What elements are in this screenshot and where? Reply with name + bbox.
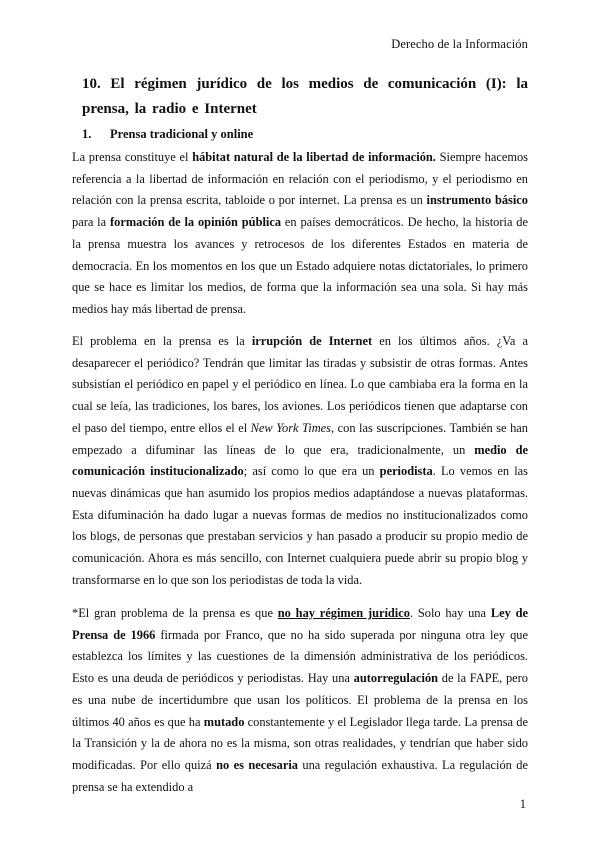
- emphasis-text: autorregulación: [353, 671, 439, 686]
- body-text: en países democráticos. De hecho, la historia de la prensa muestra los avances y retrocesos de los diferentes Estados en materia de democracia. En los momentos en los que un Estado adquiere notas dictatoriales, lo primero que se hace es limitar los medios, de forma que la información sea una sola. Si hay más medios hay más libertad de prensa.: [72, 215, 528, 316]
- body-text: firmada por Franco, que no ha sido superada por ninguna otra ley que establezca los límites y las cuestiones de la dimensión administrativa de los periódicos. Esto es una deuda de periódicos y periodistas. Hay una: [72, 627, 528, 686]
- emphasis-text: no es necesaria: [216, 757, 298, 772]
- emphasis-text: New York Times: [250, 420, 331, 435]
- body-text: para la: [72, 215, 110, 230]
- running-header: Derecho de la Información: [391, 37, 528, 51]
- body-text: ; así como lo que era un: [243, 464, 380, 479]
- paragraph-1: [72, 147, 528, 321]
- chapter-title: 10. El régimen jurídico de los medios de comunicación (I): la prensa, la radio e Internet: [82, 76, 528, 117]
- emphasis-text: formación de la opinión pública: [110, 215, 282, 230]
- body-text: en los últimos años. ¿Va a desaparecer el periódico? Tendrán que limitar las tiradas y subsistir de otras formas. Antes subsistían el periódico en papel y el periódico en línea. Lo que cambiaba era la forma en la cual se leía, las tradiciones, los bares, los aviones. Los periódicos tienen que adaptarse con el paso del tiempo, entre ellos el el: [72, 334, 528, 435]
- emphasis-text: no hay régimen jurídico: [277, 606, 410, 620]
- body-text: , con las suscripciones. También se han empezado a difuminar las líneas de lo que era, tradicionalmente, un: [72, 420, 528, 457]
- emphasis-text: Ley de Prensa de 1966: [72, 606, 528, 642]
- page-number: 1: [519, 797, 526, 811]
- body-text: La prensa constituye el: [72, 150, 193, 164]
- section-heading: [82, 125, 528, 143]
- body-text: El problema en la prensa es la: [72, 334, 252, 348]
- body-text: . Solo hay una: [409, 606, 491, 620]
- body-text: de la FAPE, pero es una nube de incertidumbre que usan los políticos. El problema de la prensa en los últimos 40 años es que ha: [72, 671, 528, 729]
- section-title: Prensa tradicional y online: [110, 127, 254, 141]
- body-text: . Lo vemos en las nuevas dinámicas que han asumido los propios medios adaptándose a nuevas plataformas. Esta difuminación ha dado lugar a nuevas formas de medios no institucionalizados como los blogs, de personas que prestaban servicios y han pasado a producir su propio medio de comunicación. Ahora es más sencillo, con Internet cualquiera puede abrir su propio blog y transformarse en lo que son los periodistas de toda la vida.: [72, 464, 528, 587]
- emphasis-text: mutado: [203, 714, 245, 729]
- emphasis-text: medio de comunicación institucionalizado: [72, 442, 528, 479]
- body-text: una regulación exhaustiva. La regulación de prensa se ha extendido a: [72, 757, 528, 794]
- emphasis-text: periodista: [379, 464, 433, 479]
- emphasis-text: instrumento básico: [426, 193, 528, 208]
- body-text: *El gran problema de la prensa es que: [72, 606, 278, 620]
- paragraph-3: [72, 603, 528, 798]
- body-text: Siempre hacemos referencia a la libertad de información en relación con el periodismo, y el periodismo en relación con la prensa escrita, tabloide o por internet. La prensa es un: [72, 150, 529, 208]
- paragraph-2: [72, 331, 528, 591]
- body-text: constantemente y el Legislador llega tarde. La prensa de la Transición y la de ahora no es la misma, son otras realidades, y tendrían que haber sido modificadas. Por ello quizá: [72, 714, 528, 772]
- section-number: 1.: [82, 127, 92, 141]
- emphasis-text: irrupción de Internet: [251, 334, 373, 348]
- emphasis-text: hábitat natural de la libertad de información.: [192, 150, 436, 164]
